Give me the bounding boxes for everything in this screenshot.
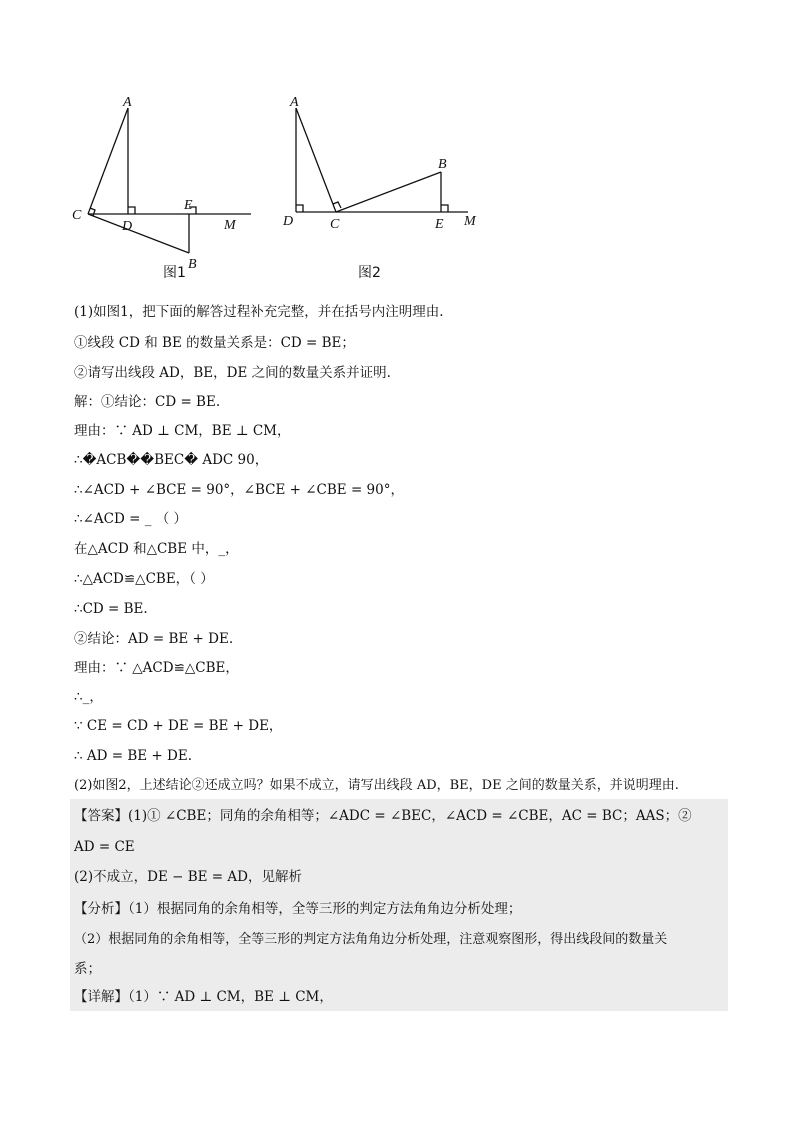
detail-line-1: 【详解】（1）∵ AD ⊥ CM，BE ⊥ CM， bbox=[74, 989, 333, 1005]
figure-2-diagram bbox=[280, 92, 480, 242]
fig1-label-d: D bbox=[122, 219, 133, 234]
fig2-label-c: C bbox=[330, 217, 340, 232]
solution-line-9: ②结论：AD = BE + DE. bbox=[74, 631, 234, 647]
solution-line-5: ∴∠ACD = _ （ ） bbox=[74, 511, 188, 527]
analysis-line-3: 系； bbox=[74, 961, 101, 977]
question-line-2: ①线段 CD 和 BE 的数量关系是：CD = BE； bbox=[74, 335, 355, 351]
solution-line-11: ∴_， bbox=[74, 689, 103, 705]
answer-line-1: 【答案】(1)① ∠CBE；同角的余角相等；∠ADC = ∠BEC，∠ACD = ∠CBE，AC = BC；AAS；② bbox=[74, 808, 692, 824]
solution-line-6: 在△ACD 和△CBE 中，_， bbox=[74, 541, 239, 557]
solution-line-3: ∴�ACB��BEC� ADC 90， bbox=[74, 452, 269, 468]
question-line-3: ②请写出线段 AD，BE，DE 之间的数量关系并证明. bbox=[74, 365, 391, 381]
solution-line-7: ∴△ACD≌△CBE，（ ） bbox=[74, 571, 214, 587]
question-part-2: (2)如图2，上述结论②还成立吗？如果不成立，请写出线段 AD，BE，DE 之间的数量关系，并说明理由. bbox=[74, 778, 679, 793]
analysis-line-1: 【分析】（1）根据同角的余角相等，全等三形的判定方法角角边分析处理； bbox=[74, 901, 522, 917]
solution-line-13: ∴ AD = BE + DE. bbox=[74, 748, 192, 764]
solution-line-8: ∴CD = BE. bbox=[74, 601, 148, 617]
fig1-label-c: C bbox=[72, 208, 82, 223]
fig1-label-b: B bbox=[188, 257, 197, 272]
solution-line-10: 理由：∵ △ACD≌△CBE， bbox=[74, 660, 239, 676]
fig1-label-e: E bbox=[184, 198, 193, 213]
solution-line-2: 理由：∵ AD ⊥ CM，BE ⊥ CM， bbox=[74, 423, 291, 439]
figure-1-caption: 图1 bbox=[163, 265, 186, 281]
solution-line-1: 解：①结论：CD = BE. bbox=[74, 394, 221, 410]
fig1-label-a: A bbox=[123, 95, 132, 110]
analysis-line-2: （2）根据同角的余角相等，全等三形的判定方法角角边分析处理，注意观察图形，得出线段间的数量关 bbox=[74, 932, 668, 947]
figure-2-caption: 图2 bbox=[358, 265, 381, 281]
fig2-label-m: M bbox=[464, 214, 476, 229]
figure-2 bbox=[280, 92, 480, 242]
solution-line-4: ∴∠ACD + ∠BCE = 90°，∠BCE + ∠CBE = 90°， bbox=[74, 482, 404, 498]
fig2-label-a: A bbox=[290, 95, 299, 110]
figure-1 bbox=[66, 92, 256, 272]
fig2-label-b: B bbox=[438, 157, 447, 172]
answer-line-2: AD = CE bbox=[74, 839, 135, 855]
question-line-1: (1)如图1，把下面的解答过程补充完整，并在括号内注明理由. bbox=[74, 304, 444, 320]
fig2-label-d: D bbox=[283, 214, 294, 229]
answer-line-3: (2)不成立，DE − BE = AD，见解析 bbox=[74, 869, 302, 885]
figure-1-diagram bbox=[66, 92, 256, 272]
fig1-label-m: M bbox=[224, 218, 236, 233]
solution-line-12: ∵ CE = CD + DE = BE + DE， bbox=[74, 718, 283, 734]
fig2-label-e: E bbox=[435, 217, 444, 232]
